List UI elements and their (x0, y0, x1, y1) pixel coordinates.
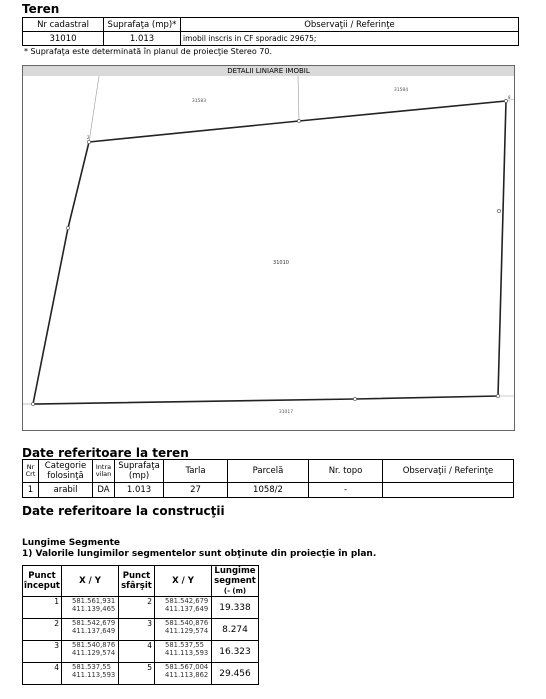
cell-lungime: 19.338 (212, 597, 259, 619)
teren-heading: Teren (22, 2, 60, 16)
table-row (23, 597, 259, 619)
header-intravilan: Intra vilan (93, 460, 115, 483)
cell-xy-start (62, 619, 119, 641)
coord-x: 581.540,876 (72, 641, 116, 649)
referitoare-teren-heading: Date referitoare la teren (22, 446, 189, 460)
header-observatii: Observaţii / Referinţe (383, 460, 514, 483)
cell-observatii: imobil inscris in CF sporadic 29675; (181, 32, 519, 46)
table-row (23, 619, 259, 641)
cell-nr-cadastral: 31010 (23, 32, 104, 46)
cell-punct-inceput: 3 (23, 641, 62, 663)
cell-punct-sfarsit: 4 (119, 641, 155, 663)
cell-suprafata: 1.013 (104, 32, 181, 46)
coord-y: 411.129,574 (165, 627, 209, 635)
cell-lungime: 8.274 (212, 619, 259, 641)
cell-punct-inceput: 2 (23, 619, 62, 641)
cell-punct-inceput: 4 (23, 663, 62, 685)
cell-xy-end (155, 641, 212, 663)
cell-suprafata: 1.013 (115, 483, 164, 498)
cell-lungime: 29.456 (212, 663, 259, 685)
header-nr-crt: Nr Crt (23, 460, 39, 483)
header-lungime (212, 566, 259, 597)
neighbor-label-31584: 31584 (393, 88, 409, 93)
parcel-vertices (31, 99, 507, 405)
cell-punct-sfarsit: 2 (119, 597, 155, 619)
header-nr-cadastral: Nr cadastral (23, 18, 104, 32)
header-xy-start: X / Y (62, 566, 119, 597)
header-suprafata: Suprafaţa (mp) (115, 460, 164, 483)
referitoare-constructii-heading: Date referitoare la construcţii (22, 504, 225, 518)
coord-x: 581.542,679 (165, 597, 209, 605)
cell-xy-end (155, 619, 212, 641)
coord-y: 411.129,574 (72, 649, 116, 657)
point-label: 2 (87, 135, 90, 140)
coord-x: 581.561,931 (72, 597, 116, 605)
header-lungime-label: Lungime segment (214, 566, 256, 586)
cell-xy-start (62, 663, 119, 685)
header-punct-sfarsit: Punct sfârşit (119, 566, 155, 597)
coord-x: 581.567,004 (165, 663, 209, 671)
cell-intravilan: DA (93, 483, 115, 498)
parcel-label-31010: 31010 (273, 260, 289, 266)
header-suprafata: Suprafaţa (mp)* (104, 18, 181, 32)
neighbor-boundary-top (298, 76, 299, 121)
cell-categorie: arabil (39, 483, 93, 498)
header-nr-topo: Nr. topo (309, 460, 383, 483)
lungime-segmente-heading: Lungime Segmente (22, 538, 121, 548)
coord-x: 581.540,876 (165, 619, 209, 627)
cell-punct-sfarsit: 5 (119, 663, 155, 685)
cell-xy-start (62, 641, 119, 663)
cell-xy-start (62, 597, 119, 619)
coord-y: 411.113,862 (165, 671, 209, 679)
suprafata-note: * Suprafaţa este determinată în planul de proiecţie Stereo 70. (24, 47, 273, 56)
parcel-outline (33, 101, 506, 404)
referitoare-teren-table (22, 459, 514, 498)
coord-y: 411.137,649 (165, 605, 209, 613)
cell-lungime: 16.323 (212, 641, 259, 663)
plan-title: DETALII LINIARE IMOBIL (23, 66, 514, 76)
plan-drawing (22, 65, 515, 431)
coord-x: 581.537,55 (72, 663, 111, 671)
header-lungime-unit: (- (m) (223, 587, 247, 595)
segmente-table (22, 565, 259, 685)
cell-tarla: 27 (164, 483, 228, 498)
lungime-segmente-subtitle: 1) Valorile lungimilor segmentelor sunt obţinute din proiecţie în plan. (22, 549, 377, 559)
coord-y: 411.113,593 (165, 649, 209, 657)
cell-xy-end (155, 663, 212, 685)
coord-y: 411.113,593 (72, 671, 116, 679)
table-row (23, 641, 259, 663)
header-categorie: Categorie folosinţă (39, 460, 93, 483)
header-tarla: Tarla (164, 460, 228, 483)
neighbor-label-31583: 31583 (191, 99, 207, 104)
table-row (23, 663, 259, 685)
cell-punct-sfarsit: 3 (119, 619, 155, 641)
coord-y: 411.137,649 (72, 627, 116, 635)
neighbor-label-31017: 31017 (278, 410, 294, 415)
neighbor-boundary-left (89, 76, 99, 142)
cell-nr-topo: - (309, 483, 383, 498)
parcel-plan-svg (23, 76, 514, 429)
cell-observatii (383, 483, 514, 498)
coord-x: 581.542,679 (72, 619, 116, 627)
header-punct-inceput: Punct început (23, 566, 62, 597)
header-parcela: Parcelă (228, 460, 309, 483)
teren-table (22, 17, 519, 46)
cell-xy-end (155, 597, 212, 619)
coord-y: 411.139,465 (72, 605, 116, 613)
coord-x: 581.537,55 (165, 641, 204, 649)
cell-parcela: 1058/2 (228, 483, 309, 498)
point-label: 8 (508, 95, 511, 100)
cell-punct-inceput: 1 (23, 597, 62, 619)
cell-nr-crt: 1 (23, 483, 39, 498)
header-xy-end: X / Y (155, 566, 212, 597)
header-observatii: Observaţii / Referinţe (181, 18, 519, 32)
